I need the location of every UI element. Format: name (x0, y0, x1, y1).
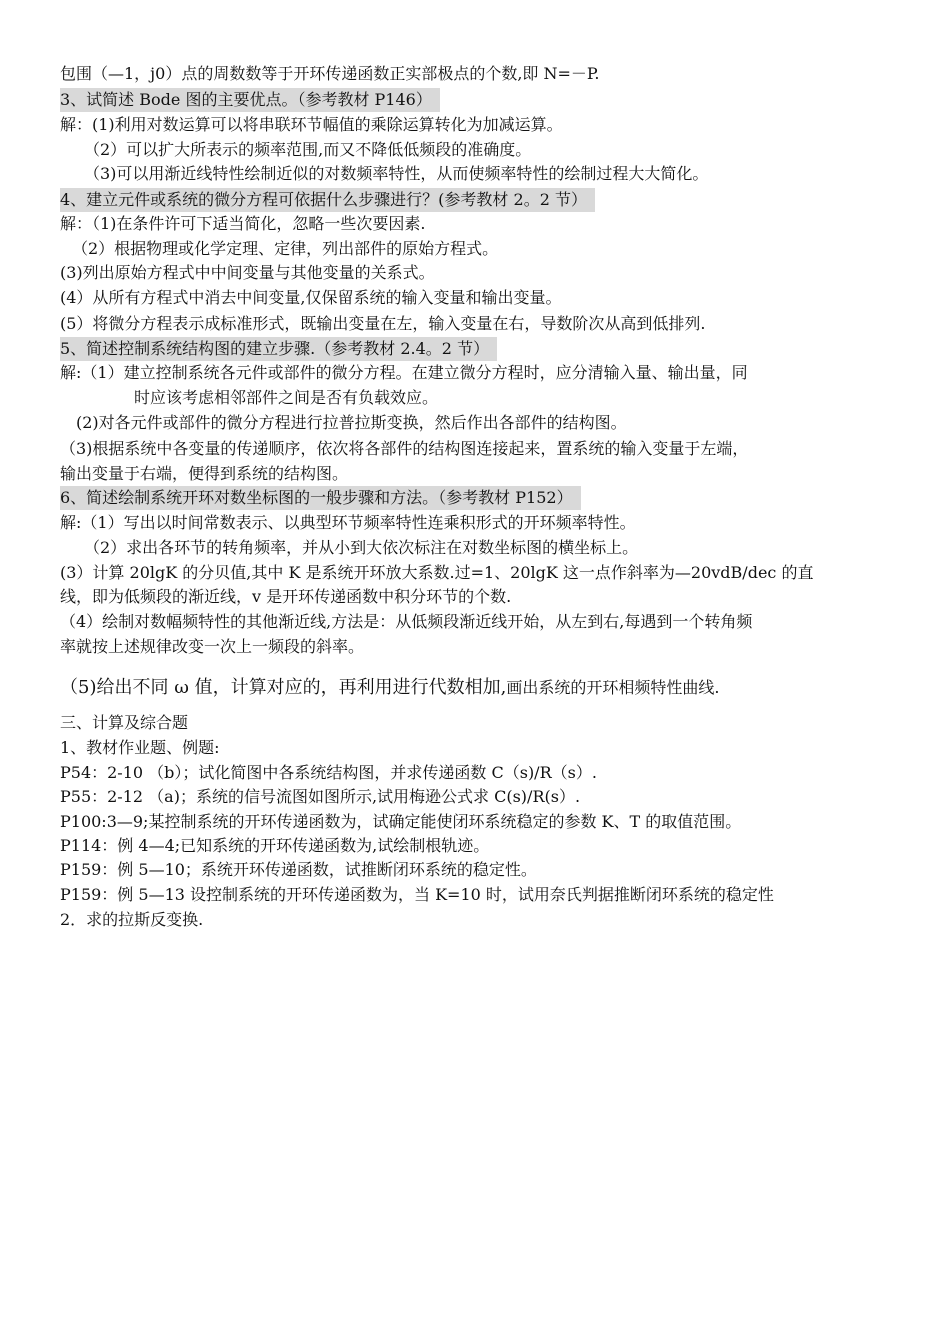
text-line: （2）可以扩大所表示的频率范围,而又不降低低频段的准确度。 (84, 140, 532, 159)
question-heading: 5、简述控制系统结构图的建立步骤.（参考教材 2.4。2 节） (60, 337, 497, 361)
text-line: P159：例 5—10；系统开环传递函数，试推断闭环系统的稳定性。 (60, 860, 537, 879)
text-line: 包围（—1，j0）点的周数数等于开环传递函数正实部极点的个数,即 N=－P. (60, 64, 600, 83)
text-line: (2)对各元件或部件的微分方程进行拉普拉斯变换，然后作出各部件的结构图。 (76, 413, 627, 432)
text-line: 率就按上述规律改变一次上一频段的斜率。 (60, 637, 365, 656)
text-line: 2．求的拉斯反变换. (60, 910, 204, 929)
text-line: P55：2-12 （a)；系统的信号流图如图所示,试用梅逊公式求 C(s)/R(s）. (60, 787, 581, 806)
text-line: （2）根据物理或化学定理、定律，列出部件的原始方程式。 (72, 239, 499, 258)
text-line: （3)可以用渐近线特性绘制近似的对数频率特性，从而使频率特性的绘制过程大大简化。 (84, 164, 709, 183)
question-heading: 6、简述绘制系统开环对数坐标图的一般步骤和方法。（参考教材 P152） (60, 486, 581, 510)
text-line: P159：例 5—13 设控制系统的开环传递函数为，当 K=10 时，试用奈氏判据推断闭环系统的稳定性 (60, 885, 774, 904)
question-heading: 3、试简述 Bode 图的主要优点。（参考教材 P146） (60, 88, 440, 112)
text-line: 线，即为低频段的渐近线，v 是开环传递函数中积分环节的个数. (60, 587, 512, 606)
text-line: (5）将微分方程表示成标准形式，既输出变量在左，输入变量在右，导数阶次从高到低排列. (60, 314, 706, 333)
text-line: (3）计算 20lgK 的分贝值,其中 K 是系统开环放大系数.过=1、20lgK 这一点作斜率为—20vdB/dec 的直 (60, 563, 814, 582)
text-line: P100:3—9;某控制系统的开环传递函数为，试确定能使闭环系统稳定的参数 K、T 的取值范围。 (60, 812, 742, 831)
text-line: P54：2-10 （b）；试化简图中各系统结构图，并求传递函数 C（s)/R（s）. (60, 763, 597, 782)
text-line: 解:（1）写出以时间常数表示、以典型环节频率特性连乘积形式的开环频率特性。 (60, 513, 636, 532)
text-line: （2）求出各环节的转角频率，并从小到大依次标注在对数坐标图的横坐标上。 (84, 538, 639, 557)
text-line: （3)根据系统中各变量的传递顺序，依次将各部件的结构图连接起来，置系统的输入变量于左端， (60, 439, 749, 458)
text-line: (3)列出原始方程式中中间变量与其他变量的关系式。 (60, 263, 435, 282)
section-heading: 三、计算及综合题 (60, 713, 189, 732)
text-line: 解：（1)在条件许可下适当简化，忽略一些次要因素. (60, 214, 426, 233)
text-line (60, 674, 719, 702)
question-heading: 4、建立元件或系统的微分方程可依据什么步骤进行？(参考教材 2。2 节） (60, 188, 595, 212)
text-line: (4）从所有方程式中消去中间变量,仅保留系统的输入变量和输出变量。 (60, 288, 562, 307)
text-line: （4）绘制对数幅频特性的其他渐近线,方法是：从低频段渐近线开始，从左到右,每遇到一个转角频 (60, 612, 753, 631)
text-line: P114：例 4—4;已知系统的开环传递函数为,试绘制根轨迹。 (60, 836, 490, 855)
text-span: 画出系统的开环相频特性曲线. (506, 678, 720, 697)
text-line: 解：(1)利用对数运算可以将串联环节幅值的乘除运算转化为加减运算。 (60, 115, 563, 134)
text-line: 时应该考虑相邻部件之间是否有负载效应。 (134, 388, 439, 407)
text-line: 1、教材作业题、例题: (60, 738, 220, 757)
text-span-large: （5)给出不同 ω 值，计算对应的，再利用进行代数相加, (60, 677, 507, 698)
text-line: 解:（1）建立控制系统各元件或部件的微分方程。在建立微分方程时，应分清输入量、输出量，同 (60, 363, 748, 382)
text-line: 输出变量于右端，便得到系统的结构图。 (60, 464, 349, 483)
